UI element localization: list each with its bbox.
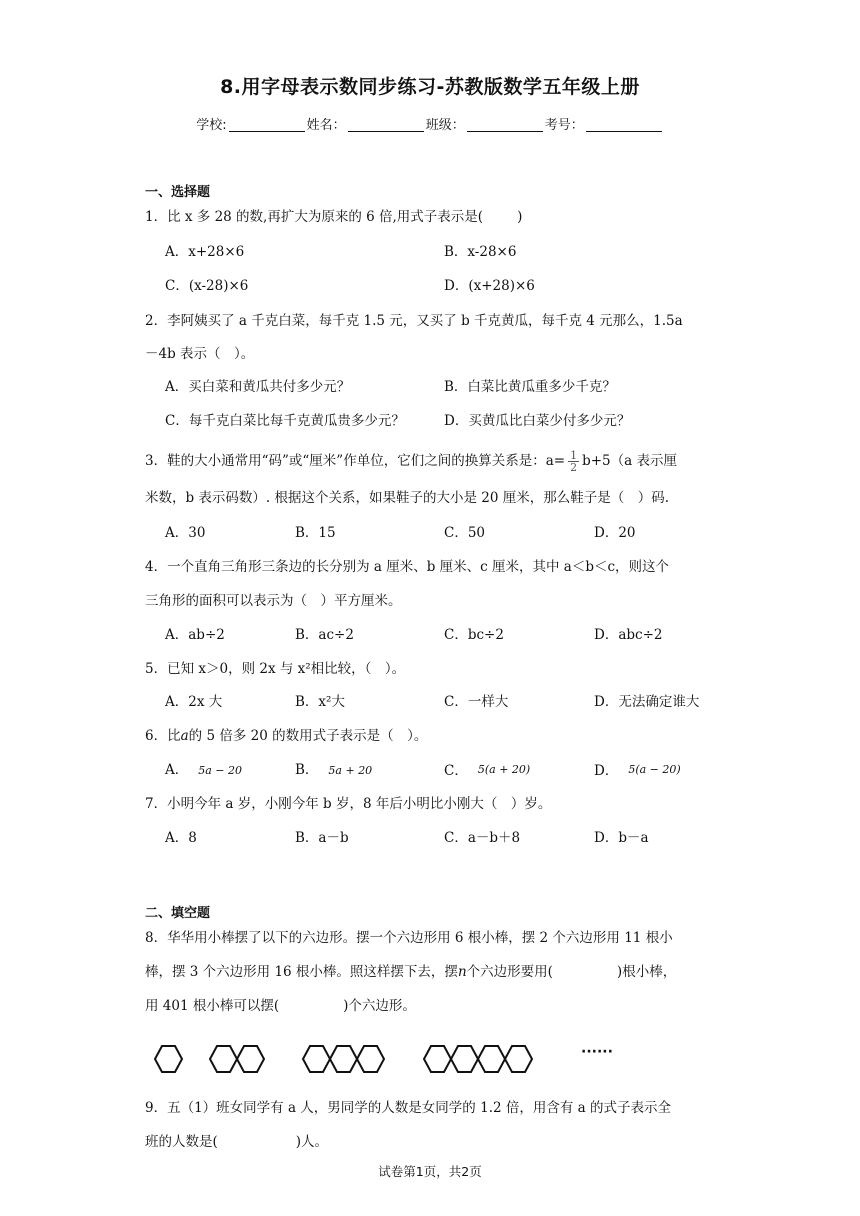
q6-option-c [444, 760, 530, 781]
q6-option-d-label: D． [594, 763, 619, 779]
fraction-one-half [568, 450, 579, 473]
class-blank [467, 117, 543, 132]
question-3-line-2: 米数，b 表示码数）. 根据这个关系，如果鞋子的大小是 20 厘米，那么鞋子是（ ）码. [145, 490, 670, 506]
q6-option-a-expr: 5a − 20 [198, 764, 243, 777]
q7-option-a: A．8 [165, 830, 197, 846]
question-9-line-2 [145, 1132, 328, 1152]
question-4-line-2: 三角形的面积可以表示为（ ）平方厘米。 [145, 593, 402, 609]
q2-option-a: A．买白菜和黄瓜共付多少元？ [165, 379, 351, 395]
question-3-line-1 [145, 450, 677, 473]
hexagon-figures [145, 1037, 625, 1085]
section-heading-fill-in: 二、填空题 [145, 906, 211, 921]
page-title: 8.用字母表示数同步练习-苏教版数学五年级上册 [220, 76, 640, 98]
section-heading-choice: 一、选择题 [145, 185, 211, 200]
hexagon-figure-2 [210, 1046, 264, 1072]
q6-option-b-label: B． [295, 762, 319, 778]
question-2-line-2: －4b 表示（ ）。 [145, 346, 255, 362]
q1-option-c: C．(x-28)×6 [165, 278, 249, 294]
name-blank [348, 117, 424, 132]
q5-option-a: A．2x 大 [165, 694, 223, 710]
q6-option-a [165, 760, 242, 781]
question-6-post: 的 5 倍多 20 的数用式子表示是（ ）。 [188, 728, 428, 744]
question-1-text: 1．比 x 多 28 的数,再扩大为原来的 6 倍,用式子表示是( [145, 209, 484, 225]
q7-option-d: D．b－a [594, 830, 649, 846]
hexagon-figures-svg [145, 1037, 625, 1081]
q1-option-b: B．x-28×6 [444, 244, 517, 260]
question-8-line-2-mid: 个六边形要用( [466, 964, 553, 980]
question-3-post: b+5（a 表示厘 [582, 453, 677, 469]
school-blank [229, 117, 305, 132]
q2-option-b: B．白菜比黄瓜重多少千克？ [444, 379, 616, 395]
q5-option-b: B．x²大 [295, 694, 345, 710]
student-info-line [0, 114, 860, 133]
q4-option-d: D．abc÷2 [594, 627, 663, 643]
variable-n: n [457, 964, 467, 980]
variable-a: a [180, 728, 189, 744]
question-8-line-1: 8．华华用小棒摆了以下的六边形。摆一个六边形用 6 根小棒，摆 2 个六边形用 11 根小 [145, 930, 673, 946]
fraction-denominator: 2 [570, 461, 578, 474]
q7-option-c: C．a－b＋8 [444, 830, 521, 846]
question-8-line-3-pre: 用 401 根小棒可以摆( [145, 998, 280, 1014]
question-6 [145, 726, 427, 746]
hexagon-figure-3 [303, 1046, 384, 1072]
class-label: 班级： [425, 118, 465, 133]
question-8-line-2-post: )根小棒， [616, 964, 677, 980]
page-footer: 试卷第1页，共2页 [378, 1164, 482, 1179]
question-5: 5．已知 x＞0，则 2x 与 x²相比较，（ ）。 [145, 661, 406, 677]
question-9-line-2-pre: 班的人数是( [145, 1134, 218, 1150]
question-1 [145, 207, 522, 227]
question-9-line-2-post: )人。 [295, 1134, 329, 1150]
q5-option-c: C．一样大 [444, 694, 509, 710]
q3-option-a: A．30 [165, 525, 206, 541]
question-8-line-3 [145, 996, 416, 1016]
q6-option-d [594, 760, 681, 781]
question-4-line-1: 4．一个直角三角形三条边的长分别为 a 厘米、b 厘米、c 厘米，其中 a＜b＜c，则这个 [145, 559, 670, 575]
question-6-pre: 6．比 [145, 728, 181, 744]
q6-option-b-expr: 5a + 20 [328, 764, 373, 777]
question-8-line-2-pre: 棒，摆 3 个六边形用 16 根小棒。照这样摆下去，摆 [145, 964, 458, 980]
q6-option-a-label: A． [165, 762, 189, 778]
question-1-close: ) [517, 209, 523, 225]
question-2-line-1: 2．李阿姨买了 a 千克白菜，每千克 1.5 元，又买了 b 千克黄瓜，每千克 4 元那么，1.5a [145, 313, 683, 329]
q1-option-a: A．x+28×6 [165, 244, 245, 260]
question-8-line-3-post: )个六边形。 [343, 998, 416, 1014]
exam-no-blank [586, 117, 662, 132]
question-9-line-1: 9．五（1）班女同学有 a 人，男同学的人数是女同学的 1.2 倍，用含有 a 的式子表示全 [145, 1100, 671, 1116]
school-label: 学校: [196, 118, 227, 133]
q5-option-d: D．无法确定谁大 [594, 694, 700, 710]
ellipsis-dots: ······ [581, 1044, 613, 1060]
question-7: 7．小明今年 a 岁，小刚今年 b 岁，8 年后小明比小刚大（ ）岁。 [145, 796, 552, 812]
q1-option-d: D．(x+28)×6 [444, 278, 535, 294]
fraction-numerator: 1 [570, 449, 578, 462]
q3-option-c: C．50 [444, 525, 486, 541]
q3-option-d: D．20 [594, 525, 636, 541]
q6-option-b [295, 760, 372, 781]
q6-option-c-label: C． [444, 763, 468, 779]
hexagon-figure-1 [155, 1046, 182, 1072]
exam-no-label: 考号： [544, 118, 584, 133]
question-3-pre: 3．鞋的大小通常用“码”或“厘米”作单位，它们之间的换算关系是：a= [145, 453, 566, 469]
q7-option-b: B．a－b [295, 830, 349, 846]
q2-option-c: C．每千克白菜比每千克黄瓜贵多少元？ [165, 413, 405, 429]
q4-option-c: C．bc÷2 [444, 627, 504, 643]
q4-option-b: B．ac÷2 [295, 627, 354, 643]
name-label: 姓名： [306, 118, 346, 133]
q6-option-d-expr: 5(a − 20) [628, 763, 681, 776]
q3-option-b: B．15 [295, 525, 336, 541]
q4-option-a: A．ab÷2 [165, 627, 225, 643]
q6-option-c-expr: 5(a + 20) [477, 763, 531, 776]
hexagon-figure-4 [424, 1046, 532, 1072]
question-8-line-2 [145, 962, 676, 982]
q2-option-d: D．买黄瓜比白菜少付多少元？ [444, 413, 631, 429]
